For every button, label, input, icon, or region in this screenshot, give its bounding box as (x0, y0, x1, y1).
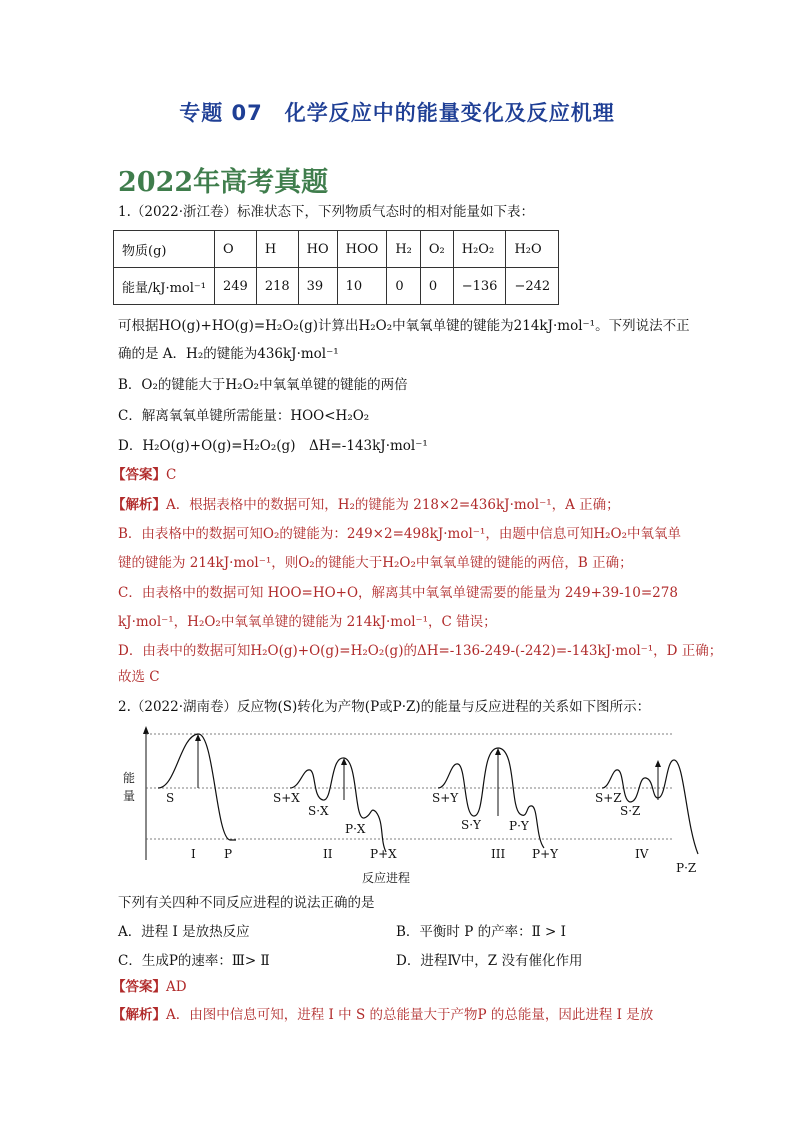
q1-analysis-3: 键的键能为 214kJ·mol⁻¹，则O₂的键能大于H₂O₂中氧氧单键的键能的两倍，B 正确； (118, 555, 633, 571)
table-row (114, 231, 559, 268)
table-cell: −136 (453, 268, 506, 305)
table-cell: O (215, 231, 257, 268)
label-p: P (224, 847, 233, 861)
label-s-plus-y: S+Y (432, 791, 459, 805)
y-axis-label-1: 能 (123, 771, 136, 785)
label-ii: II (323, 847, 333, 861)
label-i: I (191, 847, 196, 861)
q2-prompt: 下列有关四种不同反应进程的说法正确的是 (118, 895, 375, 911)
table-cell: 物质(g) (114, 231, 215, 268)
label-p-dot-z: P·Z (676, 861, 697, 875)
label-p-dot-y: P·Y (509, 819, 529, 833)
answer-label: 【答案】 (112, 467, 166, 483)
label-iii: III (491, 847, 506, 861)
q2-option-a: A．进程 I 是放热反应 (118, 924, 250, 940)
curve-iv (602, 760, 698, 854)
label-s-plus-z: S+Z (595, 791, 622, 805)
label-p-dot-x: P·X (345, 822, 366, 836)
q2-option-b: B．平衡时 P 的产率：Ⅱ > I (396, 924, 566, 940)
q1-text-2: 确的是 A．H₂的键能为436kJ·mol⁻¹ (118, 346, 339, 362)
label-s-dot-x: S·X (308, 804, 329, 818)
label-p-plus-y: P+Y (532, 847, 559, 861)
q1-analysis-6: D．由表中的数据可知H₂O(g)+O(g)=H₂O₂(g)的ΔH=-136-249-(-242)=-143kJ·mol⁻¹，D 正确； (118, 643, 723, 659)
answer-value: AD (166, 979, 187, 995)
energy-diagram (118, 722, 714, 892)
label-s-dot-y: S·Y (461, 818, 481, 832)
q1-option-b: B．O₂的键能大于H₂O₂中氧氧单键的键能的两倍 (118, 377, 408, 393)
table-cell: 0 (420, 268, 453, 305)
q1-text-1: 可根据HO(g)+HO(g)=H₂O₂(g)计算出H₂O₂中氧氧单键的键能为214kJ·mol⁻¹。下列说法不正 (118, 318, 690, 334)
q2-option-d: D．进程Ⅳ中，Z 没有催化作用 (396, 953, 583, 969)
table-cell: H₂ (387, 231, 421, 268)
table-cell: 249 (215, 268, 257, 305)
q1-analysis-2: B．由表格中的数据可知O₂的键能为：249×2=498kJ·mol⁻¹，由题中信息可知H₂O₂中氧氧单 (118, 526, 681, 542)
table-cell: −242 (506, 268, 559, 305)
q1-analysis-7: 故选 C (118, 669, 160, 685)
curve-ii (290, 758, 386, 852)
q2-analysis-1 (112, 1005, 653, 1025)
analysis-text: A．由图中信息可知，进程 I 中 S 的总能量大于产物P 的总能量，因此进程 I 是放 (166, 1007, 654, 1023)
answer-value: C (166, 467, 177, 483)
page-title: 专题 07 化学反应中的能量变化及反应机理 (179, 101, 615, 125)
arrow-iii-head-icon (495, 748, 501, 755)
table-cell: 39 (298, 268, 337, 305)
q1-option-c: C．解离氧氧单键所需能量：HOO<H₂O₂ (118, 408, 370, 424)
table-cell: H (256, 231, 298, 268)
energy-table (113, 230, 559, 305)
q1-analysis-1 (112, 495, 620, 515)
x-axis-label: 反应进程 (362, 871, 411, 885)
analysis-label: 【解析】 (112, 1007, 166, 1023)
table-cell: H₂O (506, 231, 559, 268)
table-cell: H₂O₂ (453, 231, 506, 268)
table-cell: HO (298, 231, 337, 268)
table-cell: 0 (387, 268, 421, 305)
analysis-label: 【解析】 (112, 497, 166, 513)
table-cell: HOO (337, 231, 387, 268)
q2-option-c: C．生成P的速率：Ⅲ> Ⅱ (118, 953, 270, 969)
q2-answer (112, 977, 187, 997)
q1-analysis-5: kJ·mol⁻¹，H₂O₂中氧氧单键的键能为 214kJ·mol⁻¹，C 错误； (118, 614, 497, 630)
section-heading: 2022年高考真题 (118, 167, 329, 198)
q1-answer (112, 465, 176, 485)
q1-analysis-4: C．由表格中的数据可知 HOO=HO+O，解离其中氧氧单键需要的能量为 249+39-10=278 (118, 585, 678, 601)
curve-i (158, 734, 236, 840)
table-cell: 能量/kJ·mol⁻¹ (114, 268, 215, 305)
q1-stem: 1.（2022·浙江卷）标准状态下，下列物质气态时的相对能量如下表： (118, 204, 535, 220)
answer-label: 【答案】 (112, 979, 166, 995)
table-cell: 218 (256, 268, 298, 305)
q2-stem: 2.（2022·湖南卷）反应物(S)转化为产物(P或P·Z)的能量与反应进程的关系如下图所示： (118, 699, 651, 715)
label-p-plus-x: P+X (370, 847, 397, 861)
label-s: S (166, 791, 175, 805)
q1-option-d: D．H₂O(g)+O(g)=H₂O₂(g) ΔH=-143kJ·mol⁻¹ (118, 438, 428, 454)
label-iv: IV (635, 847, 649, 861)
table-row (114, 268, 559, 305)
analysis-text: A．根据表格中的数据可知，H₂的键能为 218×2=436kJ·mol⁻¹，A 正确； (166, 497, 620, 513)
y-axis-arrow-icon (143, 726, 149, 734)
label-s-plus-x: S+X (273, 791, 300, 805)
table-cell: O₂ (420, 231, 453, 268)
table-cell: 10 (337, 268, 387, 305)
label-s-dot-z: S·Z (620, 804, 641, 818)
arrow-iv-head-icon (655, 760, 661, 767)
y-axis-label-2: 量 (123, 789, 136, 803)
